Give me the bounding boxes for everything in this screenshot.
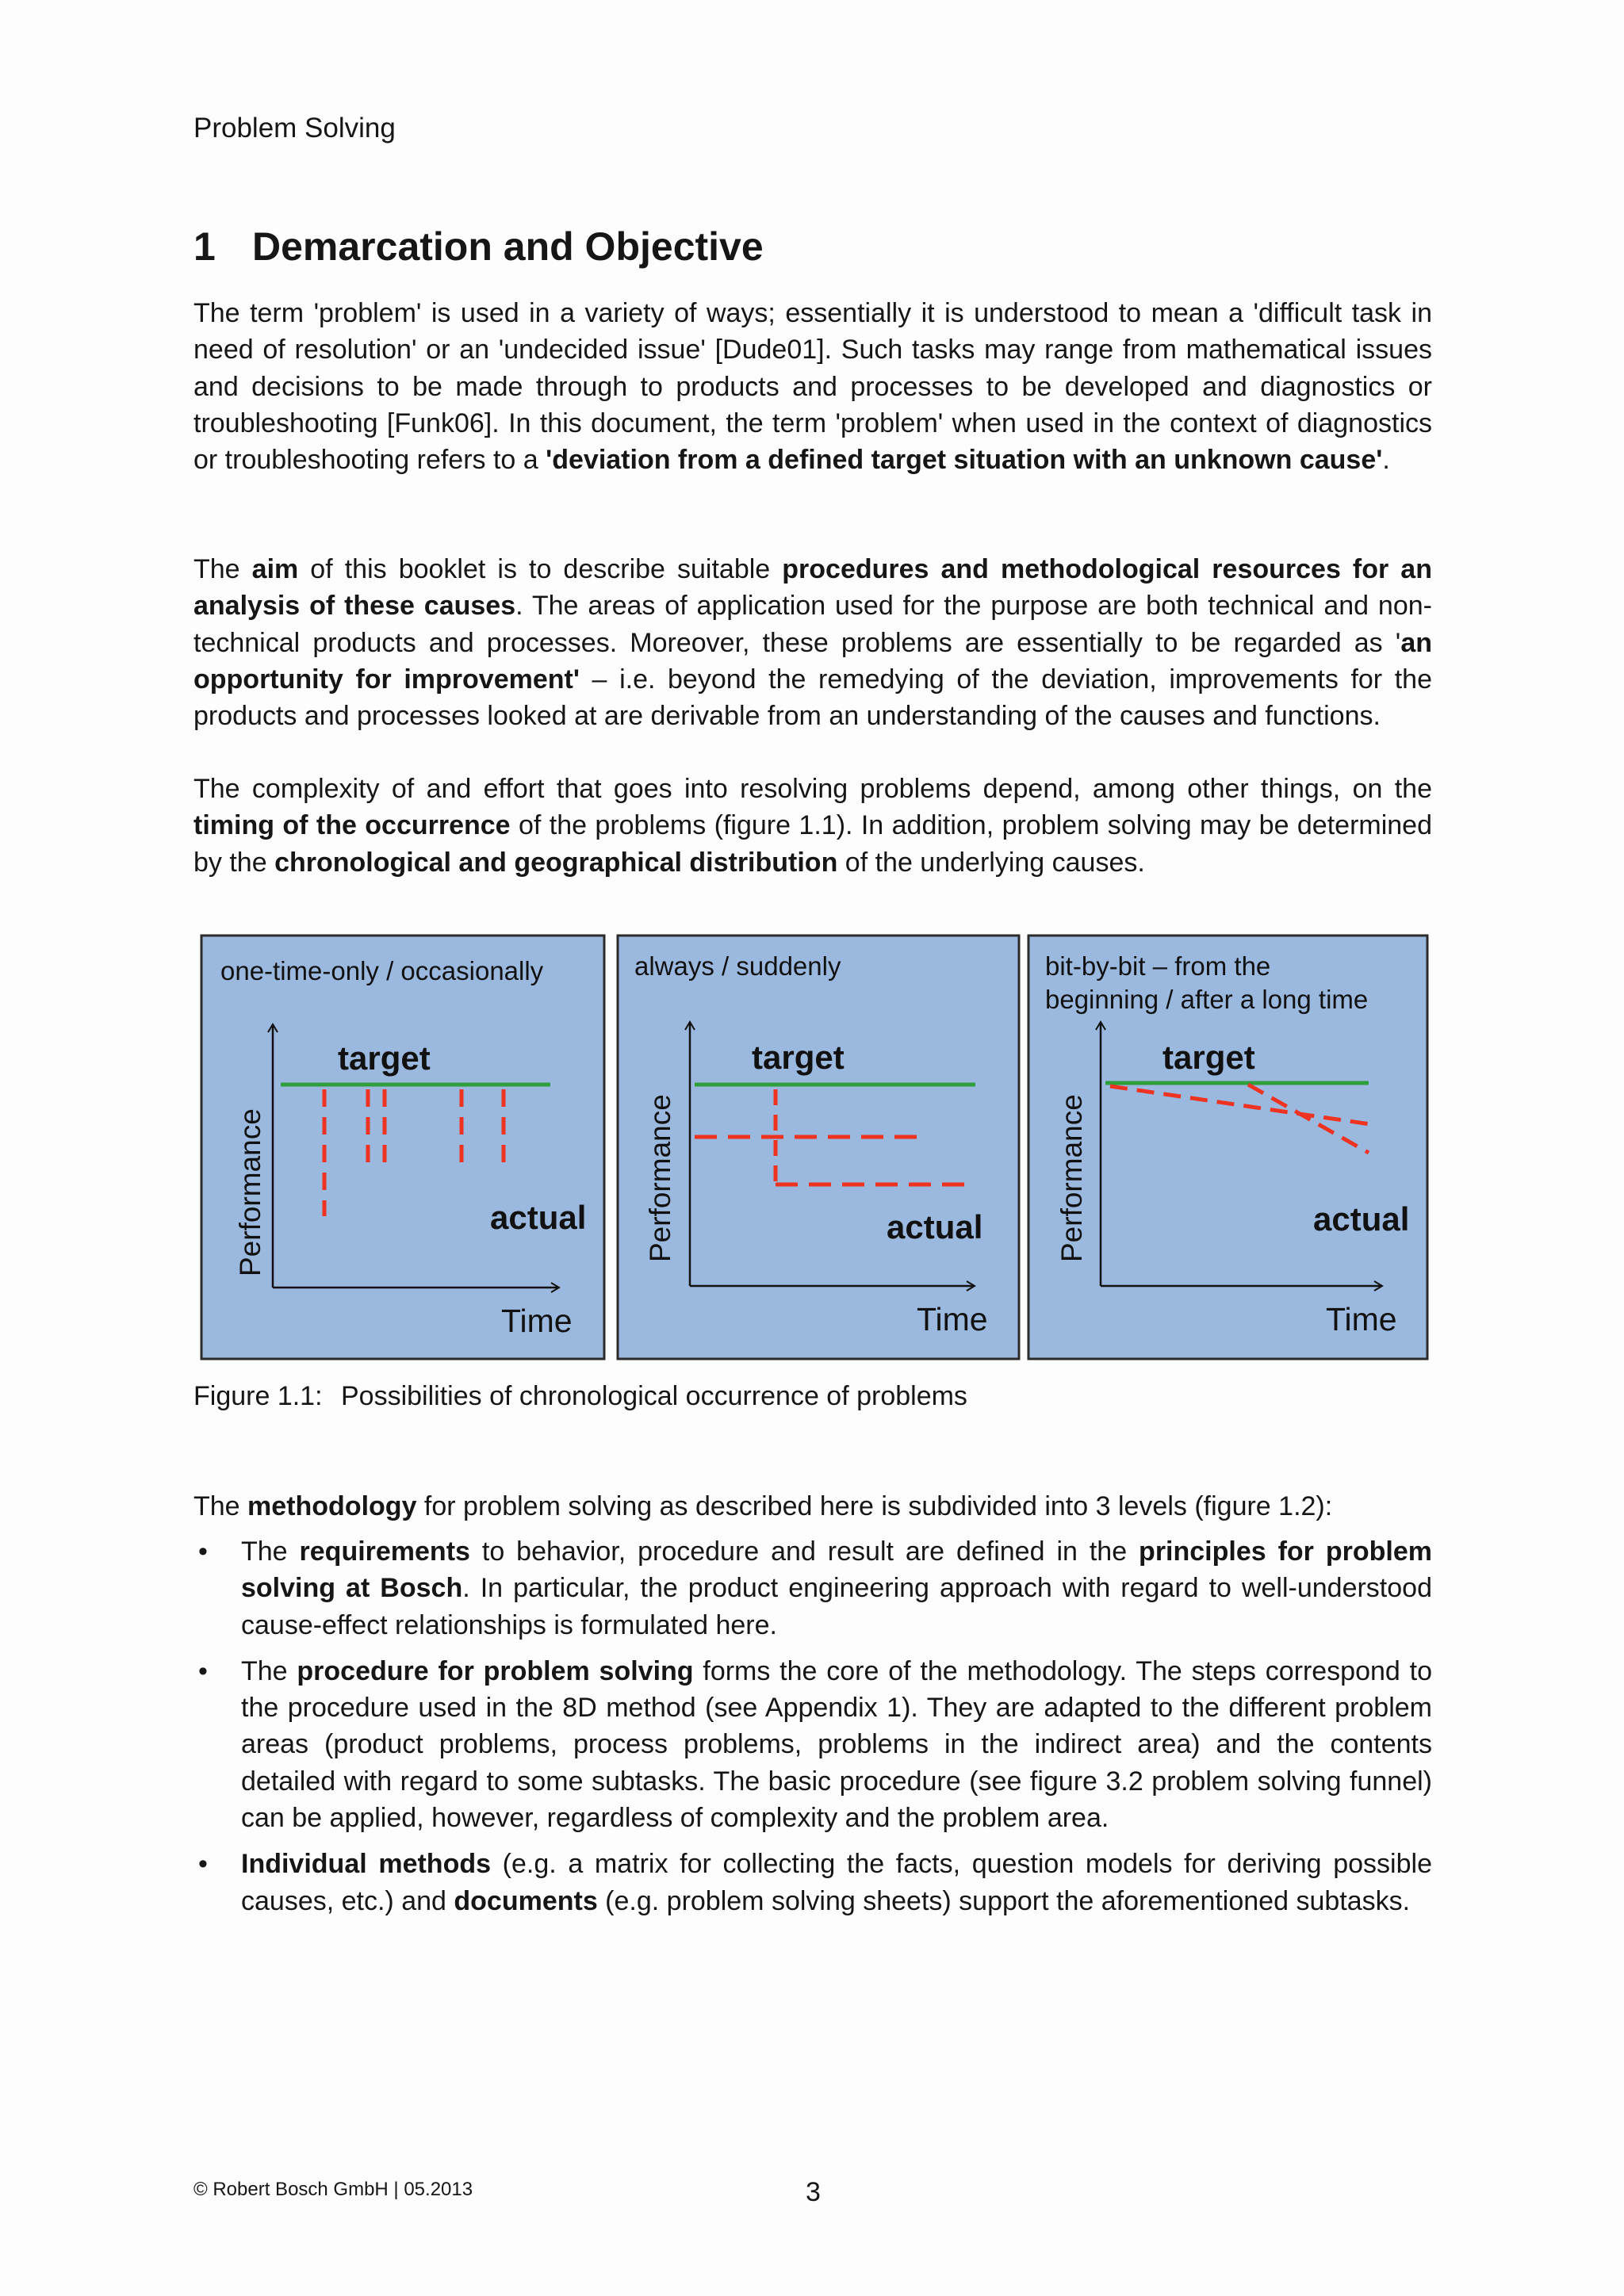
figure-caption-text: Possibilities of chronological occurrence of problems xyxy=(341,1381,967,1411)
paragraph-complexity: The complexity of and effort that goes into resolving problems depend, among other things, on the timing of the occurrence of the problems (figure 1.1). In addition, problem solving may be determined by the chronological and geographical distribution of the underlying causes. xyxy=(193,774,1432,878)
figure-svg xyxy=(200,934,1429,1362)
panel-3-x-label: Time xyxy=(1326,1301,1397,1337)
panel-2-background xyxy=(618,936,1019,1359)
running-header: Problem Solving xyxy=(193,113,396,144)
page-number: 3 xyxy=(806,2177,821,2207)
figure-chronological-occurrence xyxy=(200,934,1429,1362)
panel-1-x-label: Time xyxy=(501,1303,573,1339)
panel-1-target-label: target xyxy=(338,1039,431,1077)
panel-2-y-label: Performance xyxy=(644,1094,676,1262)
panel-2-x-label: Time xyxy=(917,1301,988,1337)
paragraph-aim: The aim of this booklet is to describe suitable procedures and methodological resources for an analysis of these causes. The areas of application used for the purpose are both technical and non-technical products and processes. Moreover, these problems are essentially to be regarded as 'an opportunity for improvement' – i.e. beyond the remedying of the deviation, improvements for the products and processes looked at are derivable from an understanding of the causes and functions. xyxy=(193,554,1432,732)
panel-1-actual-label: actual xyxy=(490,1199,587,1236)
panel-3-actual-label: actual xyxy=(1313,1200,1410,1238)
section-number: 1 xyxy=(193,224,216,269)
panel-2-actual-label: actual xyxy=(887,1208,983,1246)
panel-3-title-line-1: bit-by-bit – from the xyxy=(1045,951,1271,981)
figure-caption-label: Figure 1.1: xyxy=(193,1381,323,1411)
figure-panel-1 xyxy=(201,936,604,1359)
bullet-icon: • xyxy=(198,1655,208,1686)
panel-3-title-line-2: beginning / after a long time xyxy=(1045,985,1369,1014)
list-item: • Individual methods (e.g. a matrix for collecting the facts, question models for deriving possible causes, etc.) and documents (e.g. problem solving sheets) support the aforementioned subtasks. xyxy=(193,1846,1432,1919)
panel-2-title: always / suddenly xyxy=(634,951,841,981)
methodology-levels-list xyxy=(193,1533,1432,1929)
bullet-icon: • xyxy=(198,1536,208,1567)
list-item: • The procedure for problem solving forms the core of the methodology. The steps correspond to the procedure used in the 8D method (see Appendix 1). They are adapted to the different problem areas (product problems, process problems, problems in the indirect area) and the contents detailed with regard to some subtasks. The basic procedure (see figure 3.2 problem solving funnel) can be applied, however, regardless of complexity and the problem area. xyxy=(193,1653,1432,1836)
bullet-icon: • xyxy=(198,1849,208,1880)
section-heading xyxy=(193,224,764,270)
figure-caption xyxy=(193,1381,967,1412)
figure-panel-2 xyxy=(618,936,1019,1359)
paragraph-definition: The term 'problem' is used in a variety of ways; essentially it is understood to mean a 'difficult task in need of resolution' or an 'undecided issue' [Dude01]. Such tasks may range from mathematical issues and decisions to be made through to products and processes to be developed and diagnostics or troubleshooting [Funk06]. In this document, the term 'problem' when used in the context of diagnostics or troubleshooting refers to a 'deviation from a defined target situation with an unknown cause'. xyxy=(193,298,1432,476)
panel-3-target-label: target xyxy=(1162,1039,1255,1076)
figure-panel-3 xyxy=(1028,936,1427,1359)
section-title: Demarcation and Objective xyxy=(252,224,764,269)
panel-3-y-label: Performance xyxy=(1055,1094,1088,1262)
panel-2-target-label: target xyxy=(752,1039,845,1076)
list-item: • The requirements to behavior, procedure and result are defined in the principles for problem solving at Bosch. In particular, the product engineering approach with regard to well-understood cause-effect relationships is formulated here. xyxy=(193,1533,1432,1644)
paragraph-methodology: The methodology for problem solving as described here is subdivided into 3 levels (figure 1.2): xyxy=(193,1491,1333,1521)
footer-copyright: © Robert Bosch GmbH | 05.2013 xyxy=(193,2179,473,2200)
panel-1-y-label: Performance xyxy=(234,1108,266,1276)
panel-1-title: one-time-only / occasionally xyxy=(220,956,544,985)
